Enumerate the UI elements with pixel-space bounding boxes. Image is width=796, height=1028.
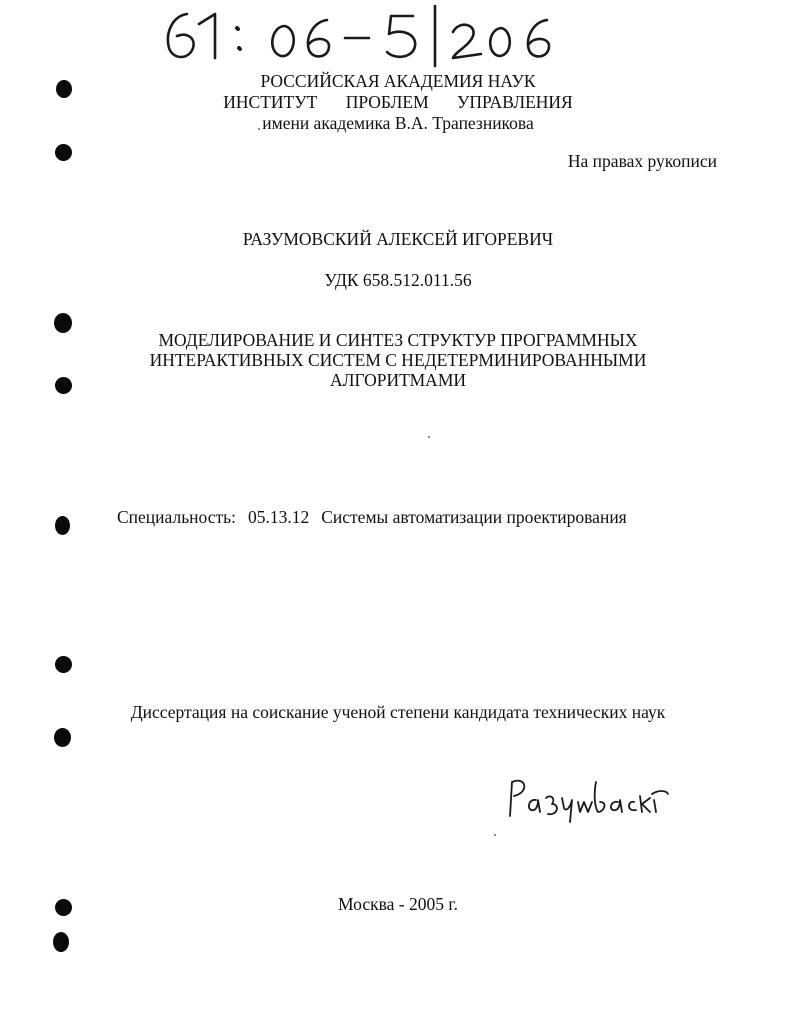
punch-hole	[54, 728, 71, 747]
punch-hole	[55, 516, 70, 535]
title-line: ИНТЕРАКТИВНЫХ СИСТЕМ С НЕДЕТЕРМИНИРОВАННЫМИ	[149, 350, 647, 370]
punch-hole	[55, 656, 72, 673]
specialty-name: Системы автоматизации проектирования	[321, 507, 627, 527]
title-line: АЛГОРИТМАМИ	[329, 370, 467, 390]
specialty-line	[117, 507, 627, 528]
punch-hole	[55, 144, 72, 161]
academy-name: РОССИЙСКАЯ АКАДЕМИЯ НАУК	[260, 71, 536, 91]
dissertation-title	[0, 330, 796, 390]
dissertation-degree-note: Диссертация на соискание ученой степени кандидата технических наук	[130, 702, 666, 722]
manuscript-rights-note: На правах рукописи	[567, 151, 717, 171]
udc-code: УДК 658.512.011.56	[324, 270, 472, 290]
scan-speck	[428, 436, 430, 438]
city-year: Москва - 2005 г.	[338, 894, 458, 914]
scan-speck	[494, 834, 496, 836]
specialty-code: 05.13.12	[247, 507, 310, 527]
handwritten-archive-number	[155, 2, 575, 70]
punch-hole	[53, 932, 69, 952]
institute-named-after: имени академика В.А. Трапезникова	[262, 113, 534, 133]
title-line: МОДЕЛИРОВАНИЕ И СИНТЕЗ СТРУКТУР ПРОГРАММНЫХ	[158, 330, 638, 350]
scan-speck	[258, 128, 260, 130]
institute-name: ИНСТИТУТ ПРОБЛЕМ УПРАВЛЕНИЯ	[223, 92, 573, 112]
author-name: РАЗУМОВСКИЙ АЛЕКСЕЙ ИГОРЕВИЧ	[242, 229, 554, 249]
author-signature	[500, 772, 670, 834]
specialty-label: Специальность:	[117, 507, 236, 527]
